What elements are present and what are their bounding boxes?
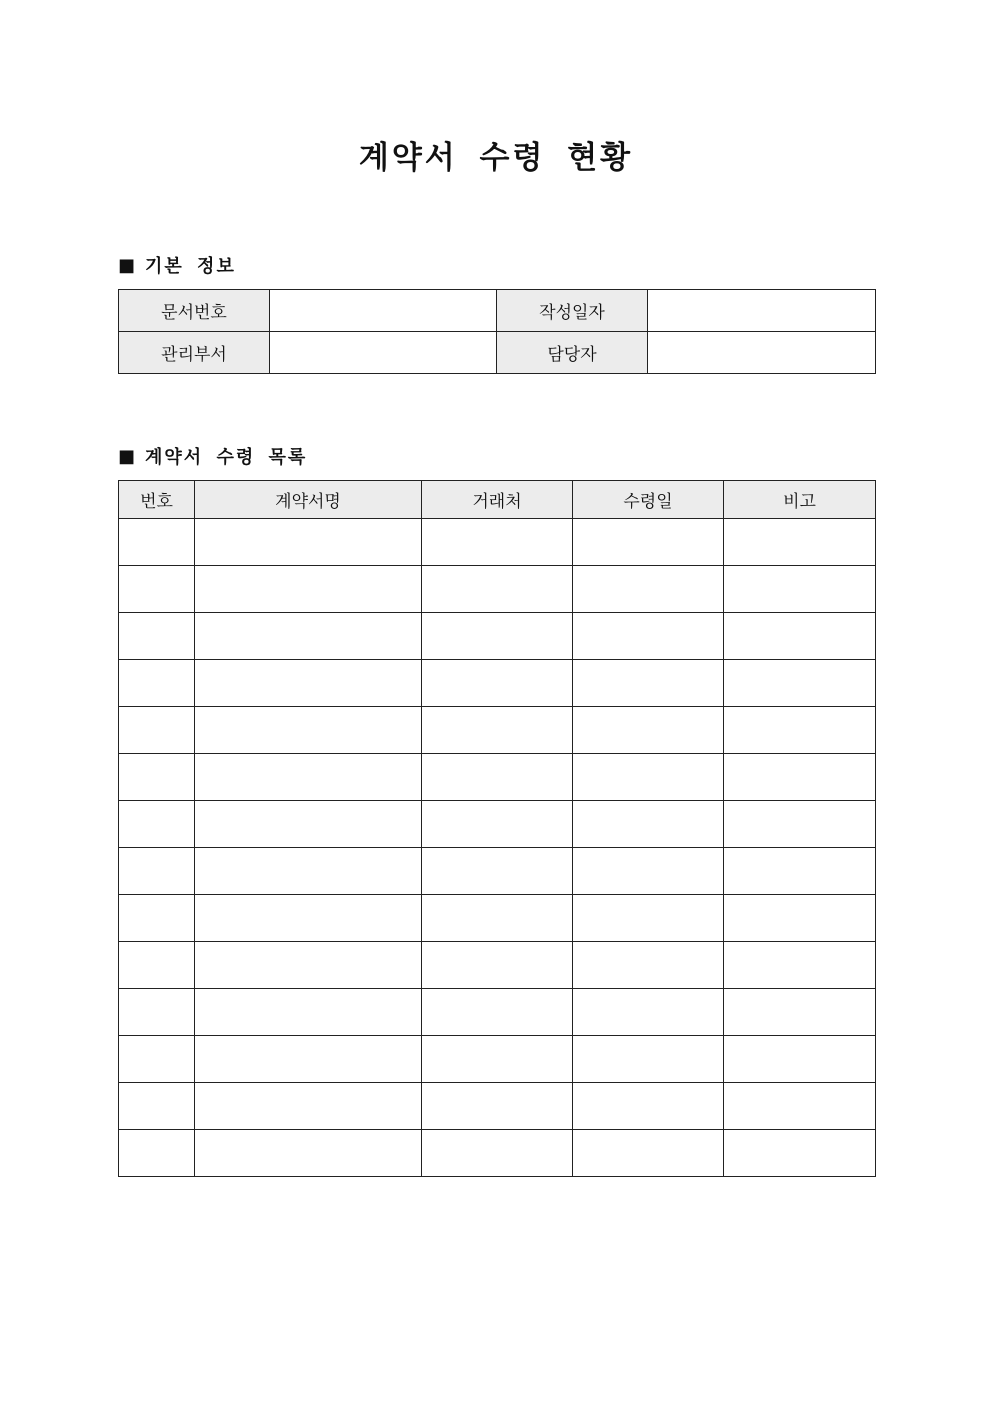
field-value[interactable] xyxy=(648,290,876,332)
table-cell[interactable] xyxy=(573,895,724,942)
field-label: 관리부서 xyxy=(119,332,270,374)
table-cell[interactable] xyxy=(573,1036,724,1083)
section-heading-basic-info xyxy=(118,252,236,278)
table-cell[interactable] xyxy=(724,848,876,895)
table-cell[interactable] xyxy=(422,1130,573,1177)
table-cell[interactable] xyxy=(724,895,876,942)
table-cell[interactable] xyxy=(422,754,573,801)
table-row xyxy=(119,613,876,660)
table-cell[interactable] xyxy=(119,801,195,848)
field-value[interactable] xyxy=(648,332,876,374)
table-cell[interactable] xyxy=(724,1130,876,1177)
table-cell[interactable] xyxy=(119,942,195,989)
column-header: 거래처 xyxy=(422,481,573,519)
table-cell[interactable] xyxy=(422,848,573,895)
table-cell[interactable] xyxy=(195,989,422,1036)
table-row xyxy=(119,566,876,613)
table-cell[interactable] xyxy=(422,801,573,848)
table-row xyxy=(119,519,876,566)
column-header: 계약서명 xyxy=(195,481,422,519)
table-cell[interactable] xyxy=(195,519,422,566)
table-cell[interactable] xyxy=(195,895,422,942)
table-cell[interactable] xyxy=(119,566,195,613)
table-cell[interactable] xyxy=(195,1036,422,1083)
table-cell[interactable] xyxy=(573,1130,724,1177)
table-cell[interactable] xyxy=(422,660,573,707)
table-cell[interactable] xyxy=(724,989,876,1036)
table-cell[interactable] xyxy=(724,660,876,707)
contract-list-table xyxy=(118,480,876,1177)
table-cell[interactable] xyxy=(422,895,573,942)
table-cell[interactable] xyxy=(724,519,876,566)
table-cell[interactable] xyxy=(724,1036,876,1083)
table-cell[interactable] xyxy=(573,613,724,660)
table-row xyxy=(119,942,876,989)
section-title: 계약서 수령 목록 xyxy=(145,447,308,468)
table-cell[interactable] xyxy=(422,1083,573,1130)
table-cell[interactable] xyxy=(422,1036,573,1083)
table-cell[interactable] xyxy=(195,1083,422,1130)
table-cell[interactable] xyxy=(195,942,422,989)
table-cell[interactable] xyxy=(195,613,422,660)
field-label: 담당자 xyxy=(497,332,648,374)
table-row xyxy=(119,1036,876,1083)
table-cell[interactable] xyxy=(195,660,422,707)
table-cell[interactable] xyxy=(724,801,876,848)
table-cell[interactable] xyxy=(195,566,422,613)
table-cell[interactable] xyxy=(573,942,724,989)
table-cell[interactable] xyxy=(573,707,724,754)
table-cell[interactable] xyxy=(119,613,195,660)
table-cell[interactable] xyxy=(422,613,573,660)
basic-info-table xyxy=(118,289,876,374)
table-row xyxy=(119,1130,876,1177)
table-cell[interactable] xyxy=(119,660,195,707)
column-header: 비고 xyxy=(724,481,876,519)
table-cell[interactable] xyxy=(119,519,195,566)
table-row xyxy=(119,989,876,1036)
table-cell[interactable] xyxy=(573,801,724,848)
table-cell[interactable] xyxy=(422,519,573,566)
info-row xyxy=(119,332,876,374)
table-cell[interactable] xyxy=(195,754,422,801)
table-row xyxy=(119,660,876,707)
table-cell[interactable] xyxy=(573,1083,724,1130)
table-row xyxy=(119,707,876,754)
table-cell[interactable] xyxy=(195,707,422,754)
info-row xyxy=(119,290,876,332)
section-title: 기본 정보 xyxy=(145,256,236,277)
table-row xyxy=(119,801,876,848)
table-cell[interactable] xyxy=(573,660,724,707)
table-cell[interactable] xyxy=(724,942,876,989)
table-cell[interactable] xyxy=(573,848,724,895)
field-label: 문서번호 xyxy=(119,290,270,332)
page-title: 계약서 수령 현황 xyxy=(358,140,634,176)
field-label: 작성일자 xyxy=(497,290,648,332)
table-cell[interactable] xyxy=(573,566,724,613)
square-bullet-icon: ■ xyxy=(118,254,138,276)
table-row xyxy=(119,1083,876,1130)
table-cell[interactable] xyxy=(573,519,724,566)
table-cell[interactable] xyxy=(119,1083,195,1130)
column-header: 번호 xyxy=(119,481,195,519)
table-cell[interactable] xyxy=(724,707,876,754)
table-row xyxy=(119,848,876,895)
table-cell[interactable] xyxy=(724,566,876,613)
table-cell[interactable] xyxy=(422,989,573,1036)
table-cell[interactable] xyxy=(119,1130,195,1177)
square-bullet-icon: ■ xyxy=(118,445,138,467)
field-value[interactable] xyxy=(270,332,497,374)
table-cell[interactable] xyxy=(422,707,573,754)
field-value[interactable] xyxy=(270,290,497,332)
table-cell[interactable] xyxy=(573,754,724,801)
table-cell[interactable] xyxy=(724,754,876,801)
table-cell[interactable] xyxy=(195,801,422,848)
section-heading-contract-list xyxy=(118,443,307,469)
table-cell[interactable] xyxy=(573,989,724,1036)
table-cell[interactable] xyxy=(119,848,195,895)
table-header-row xyxy=(119,481,876,519)
column-header: 수령일 xyxy=(573,481,724,519)
table-cell[interactable] xyxy=(724,1083,876,1130)
table-cell[interactable] xyxy=(119,754,195,801)
table-row xyxy=(119,895,876,942)
table-row xyxy=(119,754,876,801)
table-cell[interactable] xyxy=(119,989,195,1036)
table-cell[interactable] xyxy=(422,942,573,989)
table-cell[interactable] xyxy=(119,707,195,754)
table-cell[interactable] xyxy=(724,613,876,660)
table-cell[interactable] xyxy=(119,895,195,942)
table-cell[interactable] xyxy=(422,566,573,613)
table-cell[interactable] xyxy=(195,848,422,895)
table-cell[interactable] xyxy=(119,1036,195,1083)
table-cell[interactable] xyxy=(195,1130,422,1177)
